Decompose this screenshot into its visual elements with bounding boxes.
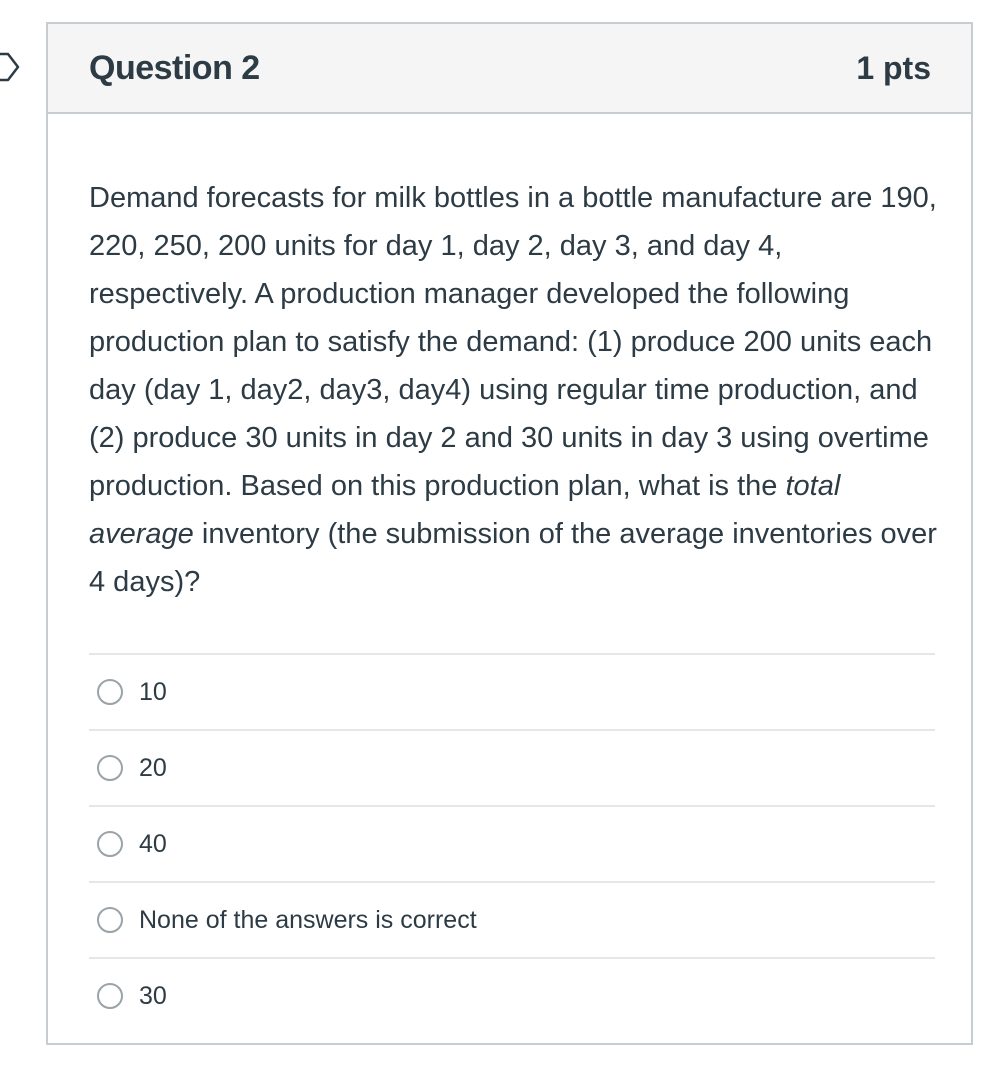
- answer-option-40[interactable]: [89, 807, 935, 883]
- question-text-part2: inventory (the submission of the average inventories over 4 days)?: [89, 518, 937, 598]
- question-title: Question 2: [89, 48, 260, 87]
- radio-button[interactable]: [97, 907, 123, 933]
- question-text: [89, 174, 939, 606]
- answer-label: None of the answers is correct: [139, 905, 477, 934]
- answer-option-10[interactable]: [89, 655, 935, 731]
- flag-question-icon[interactable]: [0, 52, 20, 82]
- radio-button[interactable]: [97, 983, 123, 1009]
- answer-label: 40: [139, 829, 167, 858]
- question-text-emphasis: total average: [89, 470, 841, 550]
- question-card: [46, 22, 973, 1045]
- answer-label: 10: [139, 677, 167, 706]
- radio-button[interactable]: [97, 679, 123, 705]
- answer-option-30[interactable]: [89, 959, 935, 1033]
- radio-button[interactable]: [97, 755, 123, 781]
- question-text-part1: Demand forecasts for milk bottles in a bottle manufacture are 190, 220, 250, 200 units for day 1, day 2, day 3, and day 4, respectively. A production manager developed the following production plan to satisfy the demand: (1) produce 200 units each day (day 1, day2, day3, day4) using regular time production, and (2) produce 30 units in day 2 and 30 units in day 3 using overtime production. Based on this production plan, what is the: [89, 182, 937, 502]
- answer-option-20[interactable]: [89, 731, 935, 807]
- answer-label: 30: [139, 981, 167, 1010]
- answer-label: 20: [139, 753, 167, 782]
- answer-list: [89, 653, 935, 1033]
- answer-option-none[interactable]: [89, 883, 935, 959]
- question-points: 1 pts: [856, 49, 931, 86]
- question-header: [48, 24, 971, 114]
- radio-button[interactable]: [97, 831, 123, 857]
